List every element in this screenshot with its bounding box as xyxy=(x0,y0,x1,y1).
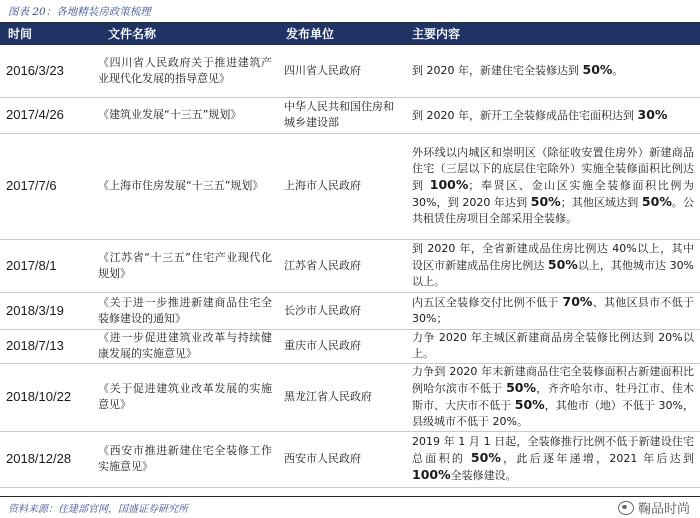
header-issuer: 发布单位 xyxy=(286,27,335,41)
row-issuer: 上海市人民政府 xyxy=(278,133,406,239)
row-issuer: 江苏省人民政府 xyxy=(278,239,406,292)
row-issuer: 中华人民共和国住房和城乡建设部 xyxy=(278,97,406,133)
row-content: 内五区全装修交付比例不低于 70%、其他区县市不低于 30%； xyxy=(406,292,700,329)
row-time: 2017/4/26 xyxy=(0,97,92,133)
row-document: 《关于促进建筑业改革发展的实施意见》 xyxy=(92,363,278,431)
row-time: 2017/8/1 xyxy=(0,239,92,292)
row-time: 2017/7/6 xyxy=(0,133,92,239)
header-document: 文件名称 xyxy=(108,27,157,41)
row-document: 《西安市推进新建住宅全装修工作实施意见》 xyxy=(92,431,278,487)
row-content: 到 2020 年，新开工全装修成品住宅面积达到 30% xyxy=(406,97,700,133)
row-time: 2018/7/13 xyxy=(0,329,92,363)
row-document: 《关于进一步推进新建商品住宅全装修建设的通知》 xyxy=(92,292,278,329)
watermark xyxy=(618,498,690,517)
row-document: 《上海市住房发展“十三五”规划》 xyxy=(92,133,278,239)
row-content: 到 2020 年，新建住宅全装修达到 50%。 xyxy=(406,45,700,97)
table-row xyxy=(0,45,700,97)
row-time: 2016/3/23 xyxy=(0,45,92,97)
policy-table xyxy=(0,45,700,488)
table-row xyxy=(0,97,700,133)
header-content: 主要内容 xyxy=(412,27,461,41)
row-time: 2018/12/28 xyxy=(0,431,92,487)
table-row xyxy=(0,239,700,292)
row-time: 2018/3/19 xyxy=(0,292,92,329)
row-document: 《江苏省“十三五”住宅产业现代化规划》 xyxy=(92,239,278,292)
row-document: 《四川省人民政府关于推进建筑产业现代化发展的指导意见》 xyxy=(92,45,278,97)
wechat-icon xyxy=(618,501,634,515)
row-issuer: 重庆市人民政府 xyxy=(278,329,406,363)
table-row xyxy=(0,292,700,329)
table-row xyxy=(0,431,700,487)
row-content: 2019 年 1 月 1 日起，全装修推行比例不低于新建设住宅总面积的 50%，此后逐年递增，2021 年后达到 100%全装修建设。 xyxy=(406,431,700,487)
source-note: 资料来源：住建部官网，国盛证券研究所 xyxy=(8,504,188,515)
row-document: 《进一步促进建筑业改革与持续健康发展的实施意见》 xyxy=(92,329,278,363)
row-issuer: 四川省人民政府 xyxy=(278,45,406,97)
row-issuer: 长沙市人民政府 xyxy=(278,292,406,329)
row-content: 力争 2020 年主城区新建商品房全装修比例达到 20%以上。 xyxy=(406,329,700,363)
watermark-text: 鞠品时尚 xyxy=(637,502,690,517)
footer xyxy=(0,496,700,518)
header-time: 时间 xyxy=(8,27,33,41)
row-content: 到 2020 年，全省新建成品住房比例达 40%以上，其中设区市新建成品住房比例达 50%以上，其他城市达 30%以上。 xyxy=(406,239,700,292)
row-document: 《建筑业发展“十三五”规划》 xyxy=(92,97,278,133)
figure-title: 图表 20：各地精装房政策梳理 xyxy=(8,6,151,18)
table-row xyxy=(0,329,700,363)
table-row xyxy=(0,133,700,239)
row-issuer: 黑龙江省人民政府 xyxy=(278,363,406,431)
row-time: 2018/10/22 xyxy=(0,363,92,431)
row-issuer: 西安市人民政府 xyxy=(278,431,406,487)
row-content: 外环线以内城区和崇明区（除征收安置住房外）新建商品住宅（三层以下的底层住宅除外）实施全装修面积比例达到 100%；奉贤区、金山区实施全装修面积比例为 30%，到 2020 年达到 50%；其他区域达到 50%。公共租赁住房项目全部采用全装修。 xyxy=(406,133,700,239)
row-content: 力争到 2020 年末新建商品住宅全装修面积占新建面积比例哈尔滨市不低于 50%，齐齐哈尔市、牡丹江市、佳木斯市、大庆市不低于 50%，其他市（地）不低于 30%，县级城市不低于 20%。 xyxy=(406,363,700,431)
table-row xyxy=(0,363,700,431)
table-header xyxy=(0,23,700,45)
